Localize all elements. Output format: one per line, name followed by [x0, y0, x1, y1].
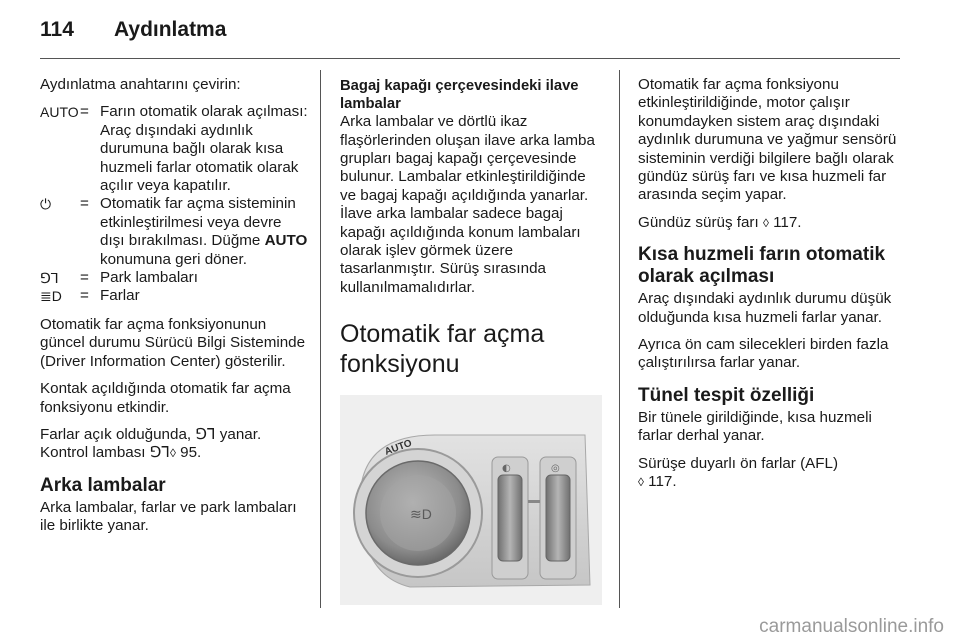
section-heading-tunel: Tünel tespit özelliği: [638, 384, 815, 406]
auto-label: AUTO: [383, 438, 414, 459]
paragraph: Ayrıca ön cam silecekleri birden fazla çalıştırılırsa farlar yanar.: [638, 336, 889, 372]
column-divider: [320, 70, 321, 608]
definition-text: Farın otomatik olarak açılması: Araç dışındaki aydınlık durumuna bağlı olarak kısa huzmeli farlar otomatik olarak açılır veya kapatılır.: [100, 103, 308, 195]
definition-text: Park lambaları: [100, 269, 198, 287]
auto-symbol: AUTO: [40, 104, 79, 121]
paragraph: Otomatik far açma fonksiyonunun güncel durumu Sürücü Bilgi Sisteminde (Driver Information Center) gösterilir.: [40, 315, 306, 370]
reference-arrow-icon: ◊: [762, 215, 769, 230]
header-rule: [40, 58, 900, 59]
paragraph: Arka lambalar ve dörtlü ikaz flaşörlerinden oluşan ilave arka lamba grupları bagaj kapağı çerçevesinde bulunur. Lambalar etkinleştirildiğinde ve bagaj kapağı açıldığında yanarlar. İlave arka lambalar sadece bagaj kapağı açıldığında konum lambaları olarak işlev görmek üzere tasarlanmıştır. Sürüş sırasında kullanılmamalıdırlar.: [340, 113, 595, 296]
column-left: [40, 76, 308, 545]
equals-sign: =: [80, 269, 89, 287]
page-number: 114: [40, 18, 74, 41]
paragraph: Farlar açık olduğunda, ⅁⅂ yanar. Kontrol lambası ⅁⅂◊ 95.: [40, 425, 262, 462]
column-divider: [619, 70, 620, 608]
paragraph: Sürüşe duyarlı ön farlar (AFL) ◊ 117.: [638, 454, 839, 491]
definition-item: [40, 269, 308, 287]
reference-arrow-icon: ◊: [169, 446, 176, 461]
definition-text: Otomatik far açma sisteminin etkinleştirilmesi veya devre dışı bırakılması. Düğme AUTO konumuna geri döner.: [100, 195, 308, 268]
subheading-bagaj: Bagaj kapağı çerçevesindeki ilave lambalar: [340, 78, 579, 112]
paragraph: Bir tünele girildiğinde, kısa huzmeli farlar derhal yanar.: [638, 408, 872, 445]
paragraph: Gündüz sürüş farı ◊ 117.: [638, 213, 802, 231]
section-heading-kisa-huzmeli: Kısa huzmeli farın otomatik olarak açılması: [638, 244, 886, 288]
parking-light-icon: ⅁⅂: [195, 425, 216, 443]
paragraph: Kontak açıldığında otomatik far açma fonksiyonu etkindir.: [40, 380, 291, 416]
definition-item: [40, 103, 308, 195]
svg-text:◎: ◎: [551, 463, 560, 475]
page-reference[interactable]: 117.: [768, 213, 802, 231]
equals-sign: =: [80, 195, 89, 213]
reference-arrow-icon: ◊: [638, 475, 644, 490]
equals-sign: =: [80, 287, 89, 305]
page-header: [40, 18, 226, 42]
section-heading-arka: Arka lambalar: [40, 474, 166, 496]
intro-text: Aydınlatma anahtarını çevirin:: [40, 76, 241, 93]
headlight-icon: ≣D: [40, 288, 62, 305]
section-heading-otomatik: Otomatik far açma fonksiyonu: [340, 320, 545, 379]
column-middle: [340, 76, 602, 605]
definition-list: [40, 103, 308, 305]
page-reference[interactable]: 95.: [175, 444, 202, 462]
light-switch-illustration: [340, 395, 602, 605]
paragraph: Araç dışındaki aydınlık durumu düşük olduğunda kısa huzmeli farlar yanar.: [638, 290, 892, 326]
paragraph: Arka lambalar, farlar ve park lambaları ile birlikte yanar.: [40, 498, 297, 535]
equals-sign: =: [80, 103, 89, 121]
watermark: carmanualsonline.info: [759, 616, 944, 637]
page-title: Aydınlatma: [114, 18, 227, 41]
auto-keyword: AUTO: [264, 232, 308, 250]
definition-text: Farlar: [100, 287, 140, 305]
parking-light-icon: ⅁⅂: [40, 270, 59, 287]
definition-item: [40, 287, 308, 305]
svg-text:≋D: ≋D: [410, 506, 432, 523]
definition-item: [40, 195, 308, 269]
parking-light-icon: ⅁⅂: [149, 444, 170, 462]
light-switch-photo: [340, 395, 602, 605]
power-icon: ⏻: [40, 196, 52, 213]
svg-text:◐: ◐: [502, 463, 511, 475]
page-reference[interactable]: 117.: [643, 473, 677, 491]
paragraph: Otomatik far açma fonksiyonu etkinleştirildiğinde, motor çalışır konumdayken sistem araç dışındaki aydınlık durumuna ve yağmur sensörü sisteminin verdiği bilgilere bağlı olarak gündüz sürüş farı ve kısa huzmeli far arasında seçim yapar.: [638, 76, 897, 204]
column-right: [638, 76, 904, 501]
